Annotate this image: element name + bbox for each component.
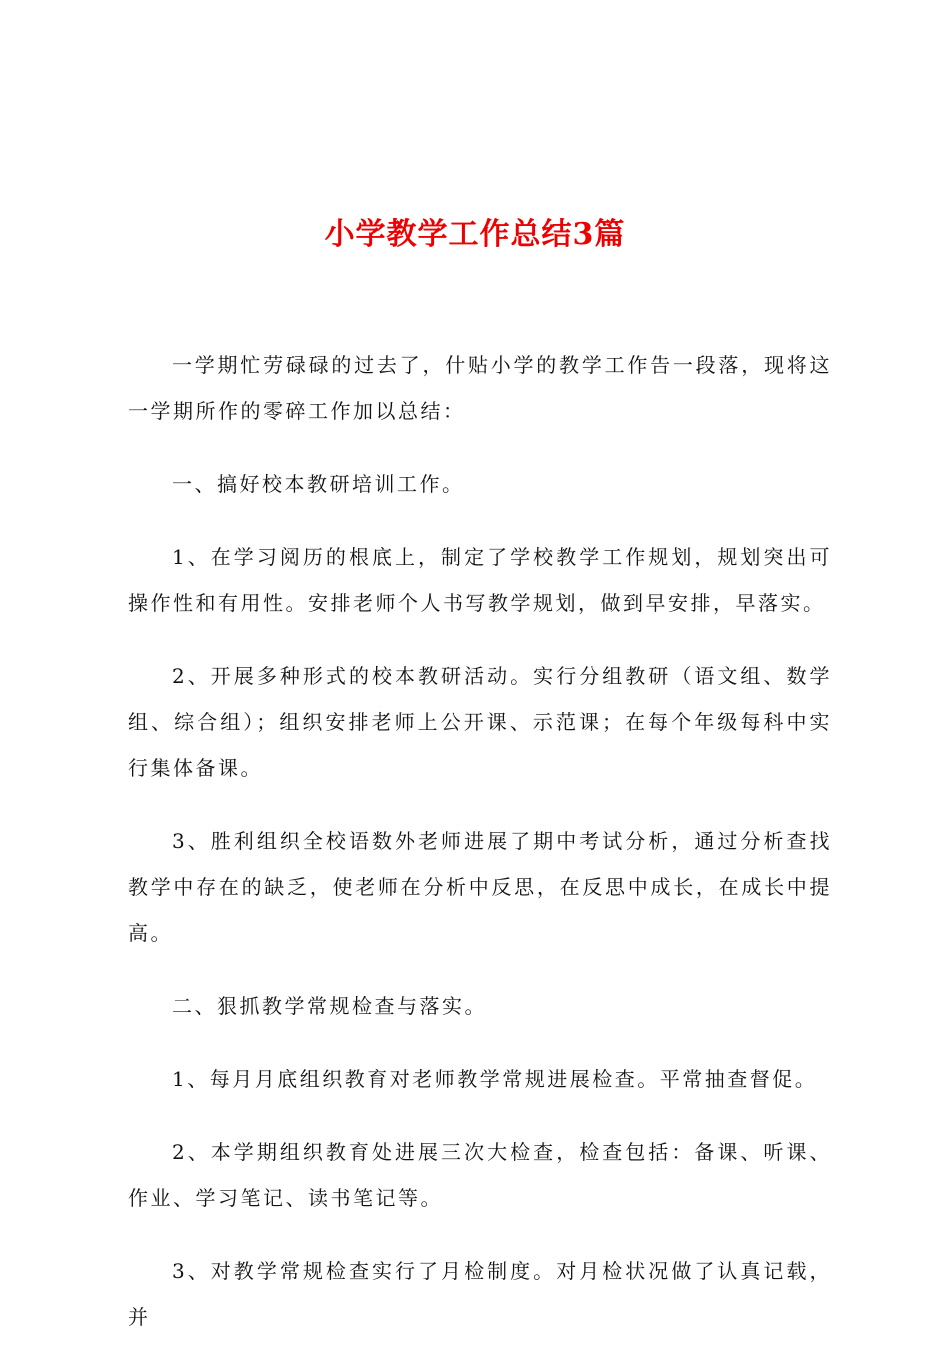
document-title: 小学教学工作总结3篇: [324, 217, 626, 252]
paragraph-2-2: 2、本学期组织教育处进展三次大检查，检查包括：备课、听课、作业、学习笔记、读书笔记等。: [128, 1140, 832, 1210]
paragraph-1-1: 1、在学习阅历的根底上，制定了学校教学工作规划，规划突出可操作性和有用性。安排老师个人书写教学规划，做到早安排，早落实。: [128, 545, 832, 615]
paragraph-intro: 一学期忙劳碌碌的过去了，什贴小学的教学工作告一段落，现将这一学期所作的零碎工作加以总结：: [128, 353, 832, 423]
document-body: [128, 342, 832, 1367]
paragraph-1-3: 3、胜利组织全校语数外老师进展了期中考试分析，通过分析查找教学中存在的缺乏，使老师在分析中反思，在反思中成长，在成长中提高。: [128, 829, 832, 945]
section-heading-1: 一、搞好校本教研培训工作。: [172, 472, 465, 496]
paragraph-2-3: 3、对教学常规检查实行了月检制度。对月检状况做了认真记载，并: [128, 1259, 832, 1329]
paragraph-2-1: 1、每月月底组织教育对老师教学常规进展检查。平常抽查督促。: [172, 1067, 818, 1091]
section-heading-2: 二、狠抓教学常规检查与落实。: [172, 994, 487, 1018]
paragraph-1-2: 2、开展多种形式的校本教研活动。实行分组教研（语文组、数学组、综合组）；组织安排老师上公开课、示范课；在每个年级每科中实行集体备课。: [128, 664, 832, 780]
